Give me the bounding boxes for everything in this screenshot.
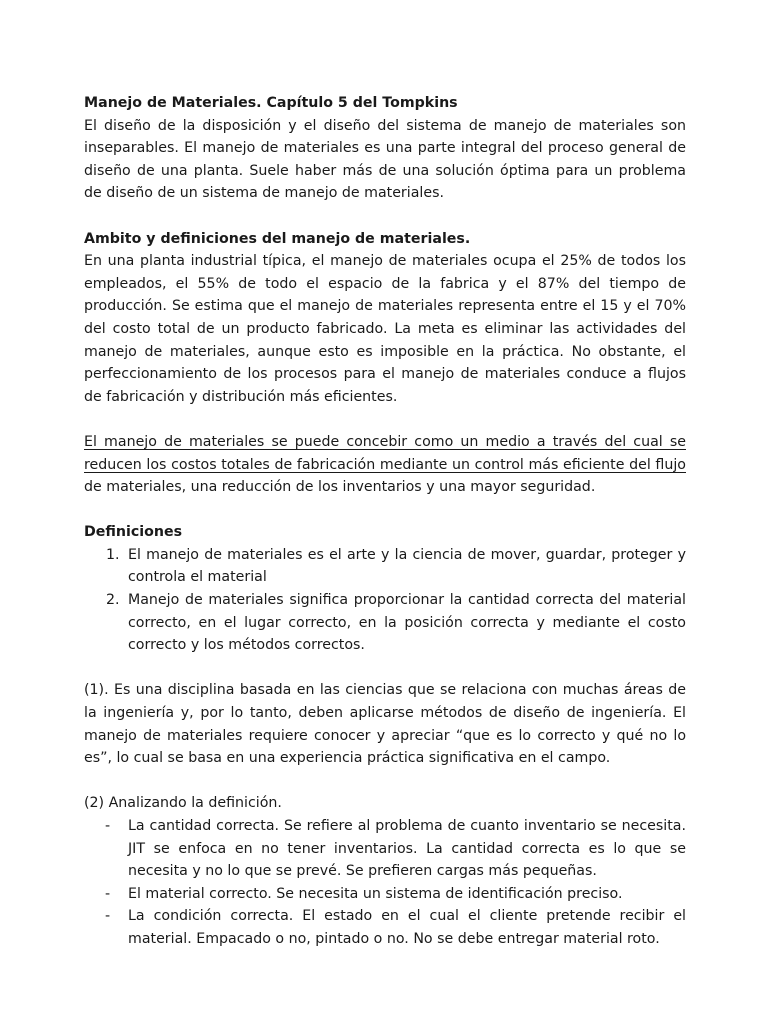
note-2-heading: (2) Analizando la definición.	[84, 795, 282, 812]
spacer	[84, 205, 686, 228]
document-page	[84, 92, 686, 951]
underlined-text: El manejo de materiales se puede concebir como un medio a través del cual se reducen los costos totales de fabricación mediante un control más eficiente del flujo	[84, 433, 686, 473]
analysis-text: El material correcto. Se necesita un sistema de identificación preciso.	[128, 885, 623, 902]
analysis-item	[84, 905, 686, 950]
analysis-item	[84, 883, 686, 906]
list-number: 2.	[106, 592, 120, 609]
analysis-list	[84, 815, 686, 951]
spacer	[84, 657, 686, 680]
ambito-paragraph: En una planta industrial típica, el manejo de materiales ocupa el 25% de todos los empleados, el 55% de todo el espacio de la fabrica y el 87% del tiempo de producción. Se estima que el manejo de materiales representa entre el 15 y el 70% del costo total de un producto fabricado. La meta es eliminar las actividades del manejo de materiales, aunque esto es imposible en la práctica. No obstante, el perfeccionamiento de los procesos para el manejo de materiales conduce a flujos de fabricación y distribución más eficientes.	[84, 253, 686, 405]
underlined-paragraph	[84, 431, 686, 499]
analysis-item	[84, 815, 686, 883]
section-title-ambito: Ambito y definiciones del manejo de materiales.	[84, 230, 471, 247]
note-1-paragraph: (1). Es una disciplina basada en las ciencias que se relaciona con muchas áreas de la ingeniería y, por lo tanto, deben aplicarse métodos de diseño de ingeniería. El manejo de materiales requiere conocer y apreciar “que es lo correcto y qué no lo es”, lo cual se basa en una experiencia práctica significativa en el campo.	[84, 682, 686, 767]
paragraph-continuation: de materiales, una reducción de los inventarios y una mayor seguridad.	[84, 479, 596, 496]
definitions-list	[84, 544, 686, 657]
section-title-manejo-materiales: Manejo de Materiales. Capítulo 5 del Tompkins	[84, 95, 458, 111]
dash-bullet: -	[105, 885, 111, 902]
definition-item	[84, 544, 686, 589]
spacer	[84, 408, 686, 431]
definition-text: Manejo de materiales significa proporcionar la cantidad correcta del material correcto, en el lugar correcto, en la posición correcta y mediante el costo correcto y los métodos correctos.	[128, 592, 686, 654]
analysis-text: La cantidad correcta. Se refiere al problema de cuanto inventario se necesita. JIT se enfoca en no tener inventarios. La cantidad correcta es lo que se necesita y no lo que se prevé. Se prefieren cargas más pequeñas.	[128, 818, 686, 880]
analysis-text: La condición correcta. El estado en el cual el cliente pretende recibir el material. Empacado o no, pintado o no. No se debe entregar material roto.	[128, 908, 686, 947]
intro-paragraph: El diseño de la disposición y el diseño del sistema de manejo de materiales son inseparables. El manejo de materiales es una parte integral del proceso general de diseño de una planta. Suele haber más de una solución óptima para un problema de diseño de un sistema de manejo de materiales.	[84, 117, 686, 202]
dash-bullet: -	[105, 818, 111, 834]
section-title-definiciones: Definiciones	[84, 524, 183, 541]
spacer	[84, 770, 686, 793]
definition-text: El manejo de materiales es el arte y la ciencia de mover, guardar, proteger y controla el material	[128, 546, 686, 586]
list-number: 1.	[106, 546, 120, 563]
dash-bullet: -	[105, 908, 111, 925]
spacer	[84, 499, 686, 522]
definition-item	[84, 589, 686, 657]
